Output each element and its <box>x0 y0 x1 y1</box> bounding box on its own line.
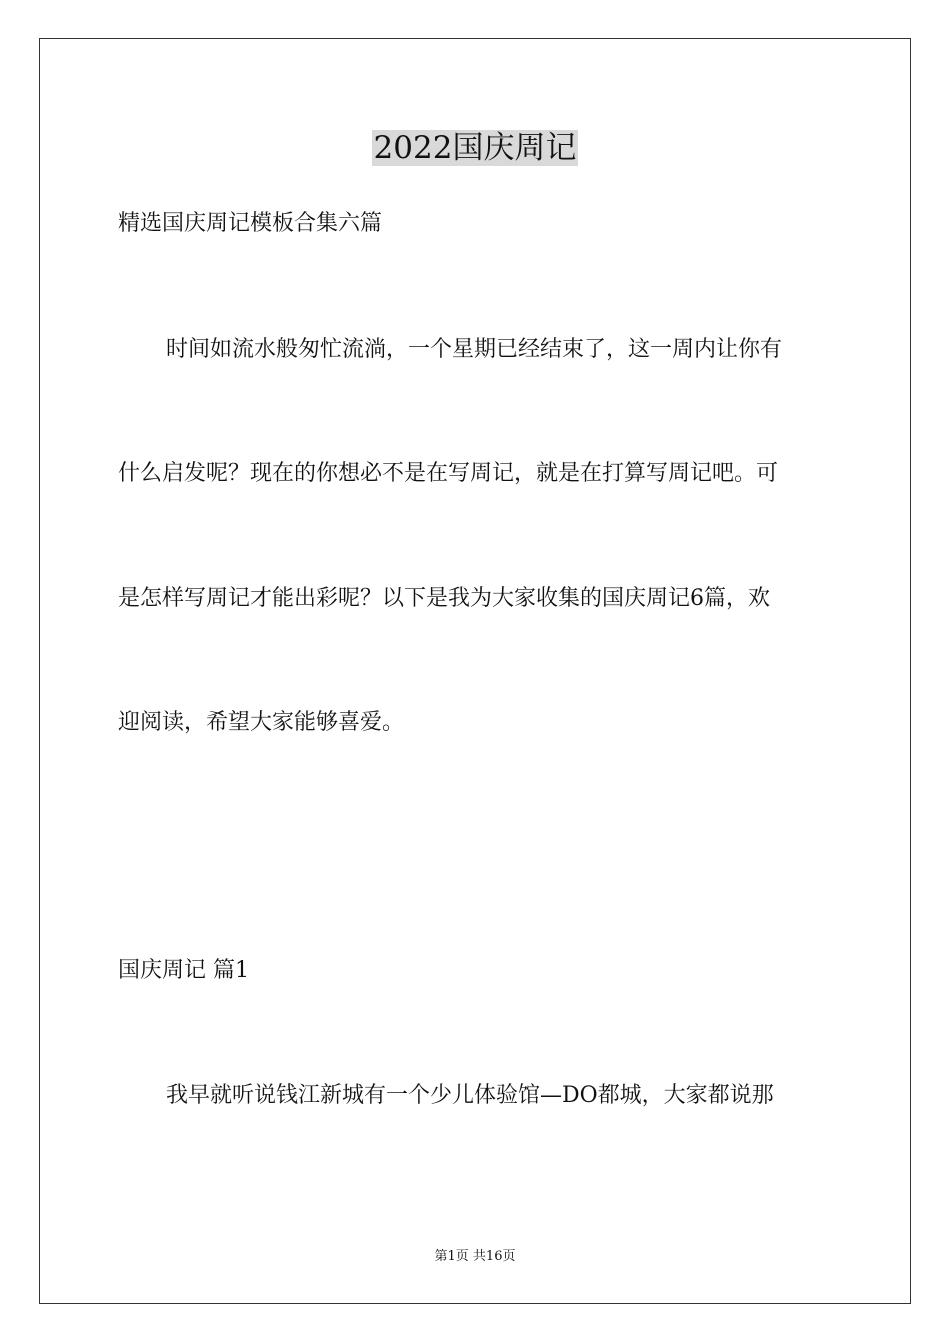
intro-line-2: 什么启发呢？现在的你想必不是在写周记，就是在打算写周记吧。可 <box>118 461 779 486</box>
intro-line-1: 时间如流水般匆忙流淌，一个星期已经结束了，这一周内让你有 <box>166 337 783 362</box>
page-footer: 第1页 共16页 <box>434 1249 516 1264</box>
document-subtitle: 精选国庆周记模板合集六篇 <box>118 211 383 236</box>
section-first-line: 我早就听说钱江新城有一个少儿体验馆—DO都城，大家都说那 <box>166 1083 774 1108</box>
section-heading: 国庆周记 篇1 <box>118 958 249 983</box>
document-title-text: 2022国庆周记 <box>373 130 577 166</box>
intro-line-3: 是怎样写周记才能出彩呢？以下是我为大家收集的国庆周记6篇，欢 <box>118 586 770 611</box>
document-title <box>0 128 950 168</box>
intro-line-4: 迎阅读，希望大家能够喜爱。 <box>118 710 405 735</box>
